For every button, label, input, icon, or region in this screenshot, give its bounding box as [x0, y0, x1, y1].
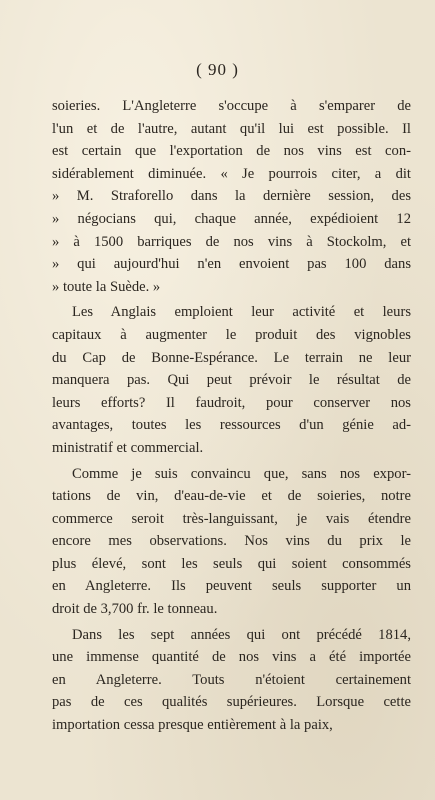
- text-line: l'un et de l'autre, autant qu'il lui est possible. Il: [52, 120, 411, 137]
- text-line: ministratif et commercial.: [52, 439, 204, 456]
- text-line: encore mes observations. Nos vins du prix le: [52, 533, 411, 550]
- text-line: en Angleterre. Touts n'étoient certainement: [52, 671, 411, 688]
- paragraph: [52, 463, 411, 621]
- text-line: tations de vin, d'eau-de-vie et de soieries, notre: [52, 488, 411, 505]
- text-line: est certain que l'exportation de nos vins est con-: [52, 143, 411, 160]
- body-text: [52, 95, 411, 737]
- text-line: droit de 3,700 fr. le tonneau.: [52, 601, 218, 618]
- page-number: ( 90 ): [196, 60, 239, 79]
- text-line: leurs efforts? Il faudroit, pour conserver nos: [52, 394, 411, 411]
- text-line: manquera pas. Qui peut prévoir le résultat de: [52, 372, 411, 389]
- text-line: Comme je suis convaincu que, sans nos expor-: [72, 465, 411, 482]
- text-line: » à 1500 barriques de nos vins à Stockolm, et: [52, 233, 411, 250]
- text-line: plus élevé, sont les seuls qui soient consommés: [52, 555, 411, 572]
- text-line: pas de ces qualités supérieures. Lorsque cette: [52, 694, 411, 711]
- text-line: du Cap de Bonne-Espérance. Le terrain ne leur: [52, 349, 411, 366]
- text-line: » qui aujourd'hui n'en envoient pas 100 dans: [52, 256, 411, 273]
- text-line: commerce seroit très-languissant, je vais étendre: [52, 510, 411, 527]
- paragraph: [52, 95, 411, 298]
- text-line: » toute la Suède. »: [52, 278, 161, 295]
- text-line: importation cessa presque entièrement à la paix,: [52, 717, 333, 734]
- text-line: une immense quantité de nos vins a été importée: [52, 649, 411, 666]
- text-line: en Angleterre. Ils peuvent seuls supporter un: [52, 578, 411, 595]
- text-line: avantages, toutes les ressources d'un génie ad-: [52, 417, 411, 434]
- paragraph: [52, 624, 411, 737]
- text-line: capitaux à augmenter le produit des vignobles: [52, 326, 411, 343]
- text-line: soieries. L'Angleterre s'occupe à s'emparer de: [52, 98, 411, 114]
- paragraph: [52, 301, 411, 459]
- text-line: » M. Straforello dans la dernière session, des: [52, 188, 411, 205]
- text-line: Les Anglais emploient leur activité et leurs: [72, 304, 411, 321]
- text-line: Dans les sept années qui ont précédé 1814,: [72, 626, 411, 643]
- text-line: » négocians qui, chaque année, expédioient 12: [52, 210, 411, 227]
- text-line: sidérablement diminuée. « Je pourrois citer, a dit: [52, 165, 411, 182]
